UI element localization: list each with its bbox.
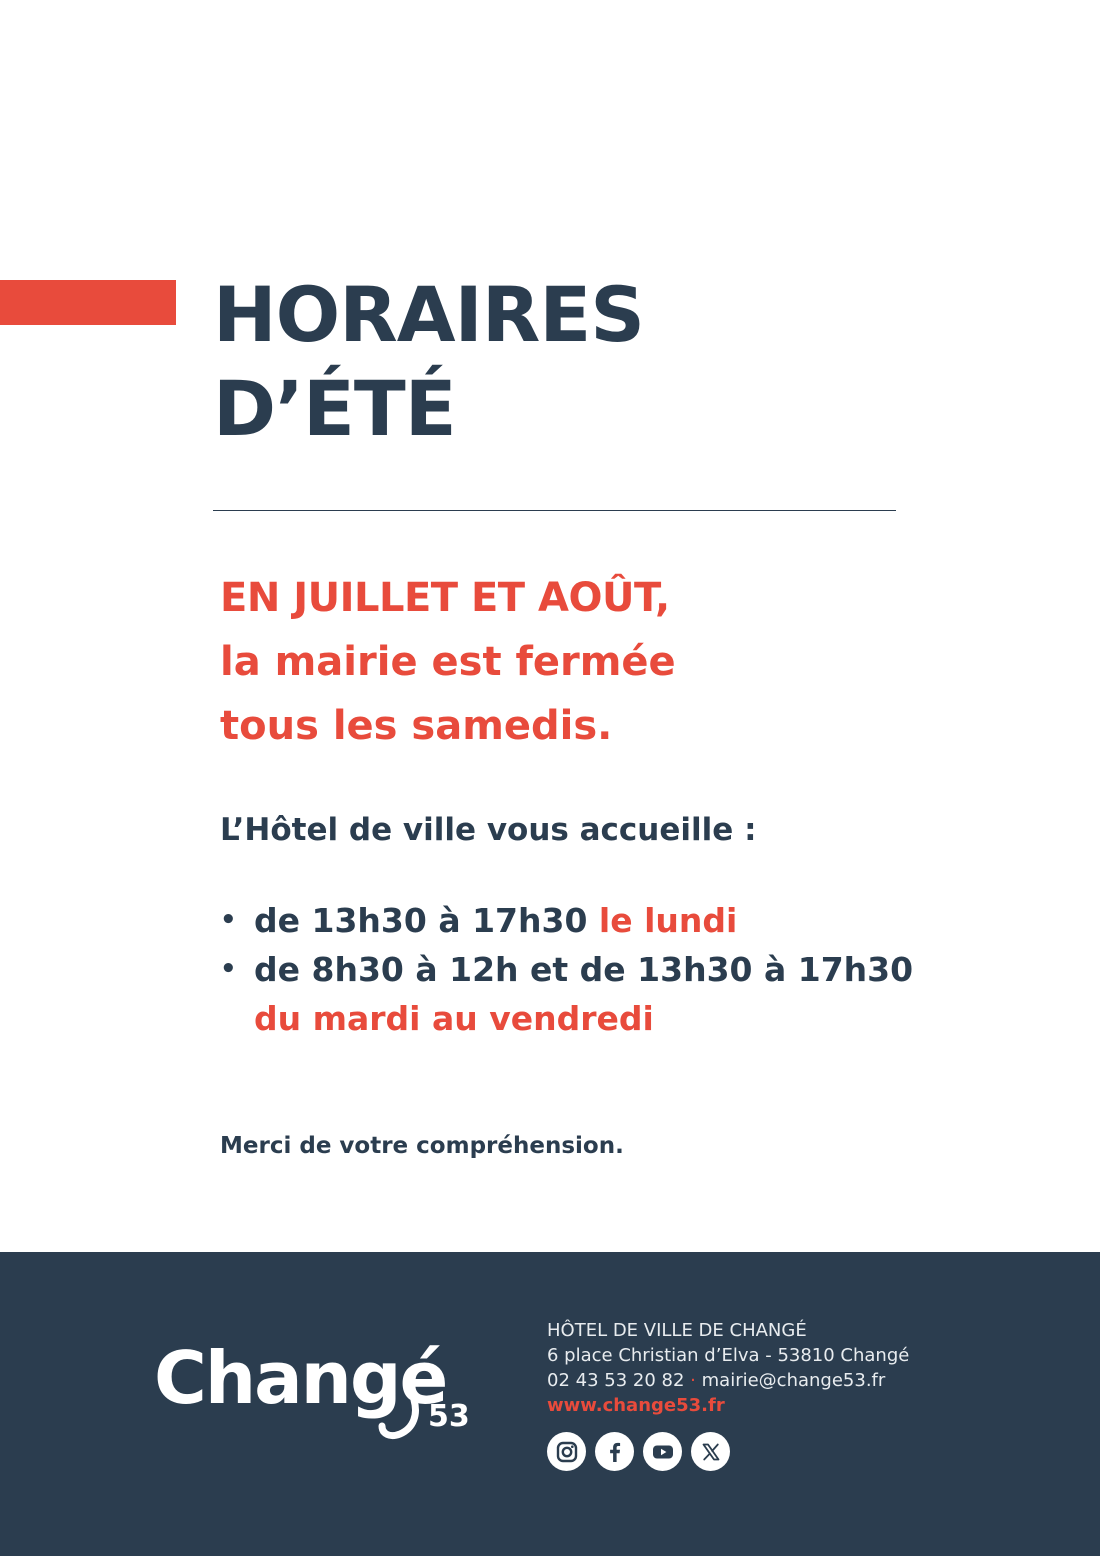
divider — [213, 510, 896, 511]
title-line-1: HORAIRES — [213, 270, 645, 359]
x-icon — [691, 1432, 730, 1471]
facebook-icon — [595, 1432, 634, 1471]
contact-separator: · — [690, 1370, 696, 1391]
welcome-text: L’Hôtel de ville vous accueille : — [220, 812, 757, 848]
contact-name: HÔTEL DE VILLE DE CHANGÉ — [547, 1320, 807, 1341]
opening-hours-time: de 8h30 à 12h et de 13h30 à 17h30 — [254, 950, 914, 989]
footer — [0, 1252, 1100, 1556]
closing-notice-line-3: tous les samedis. — [220, 703, 613, 749]
contact-phone: 02 43 53 20 82 — [547, 1370, 685, 1391]
title-line-2: D’ÉTÉ — [213, 364, 456, 453]
opening-hours-days: le lundi — [598, 901, 738, 940]
opening-hours-time: de 13h30 à 17h30 — [254, 901, 588, 940]
contact-website: www.change53.fr — [547, 1395, 725, 1416]
thanks-text: Merci de votre compréhension. — [220, 1133, 624, 1159]
change53-logo — [150, 1338, 490, 1448]
youtube-icon — [643, 1432, 682, 1471]
closing-notice — [220, 566, 676, 758]
bullet: • — [220, 905, 237, 935]
logo-swash-icon — [378, 1396, 434, 1442]
opening-hours-days: du mardi au vendredi — [254, 999, 654, 1038]
contact-address: 6 place Christian d’Elva - 53810 Changé — [547, 1345, 910, 1366]
contact-email: mairie@change53.fr — [701, 1370, 886, 1391]
logo-wordmark: Changé — [154, 1336, 447, 1420]
opening-hours-item-weekdays — [220, 945, 980, 1043]
social-links — [547, 1432, 730, 1471]
opening-hours-list — [220, 896, 980, 1043]
contact-phone-email-line — [547, 1368, 909, 1393]
accent-bar — [0, 280, 176, 325]
opening-hours-item-monday — [220, 896, 980, 945]
instagram-icon — [547, 1432, 586, 1471]
closing-notice-line-2: la mairie est fermée — [220, 639, 676, 685]
logo-number: 53 — [428, 1399, 470, 1434]
closing-notice-period: EN JUILLET ET AOÛT, — [220, 575, 670, 621]
page-title — [213, 268, 644, 456]
bullet: • — [220, 954, 237, 984]
contact-block — [547, 1318, 909, 1418]
